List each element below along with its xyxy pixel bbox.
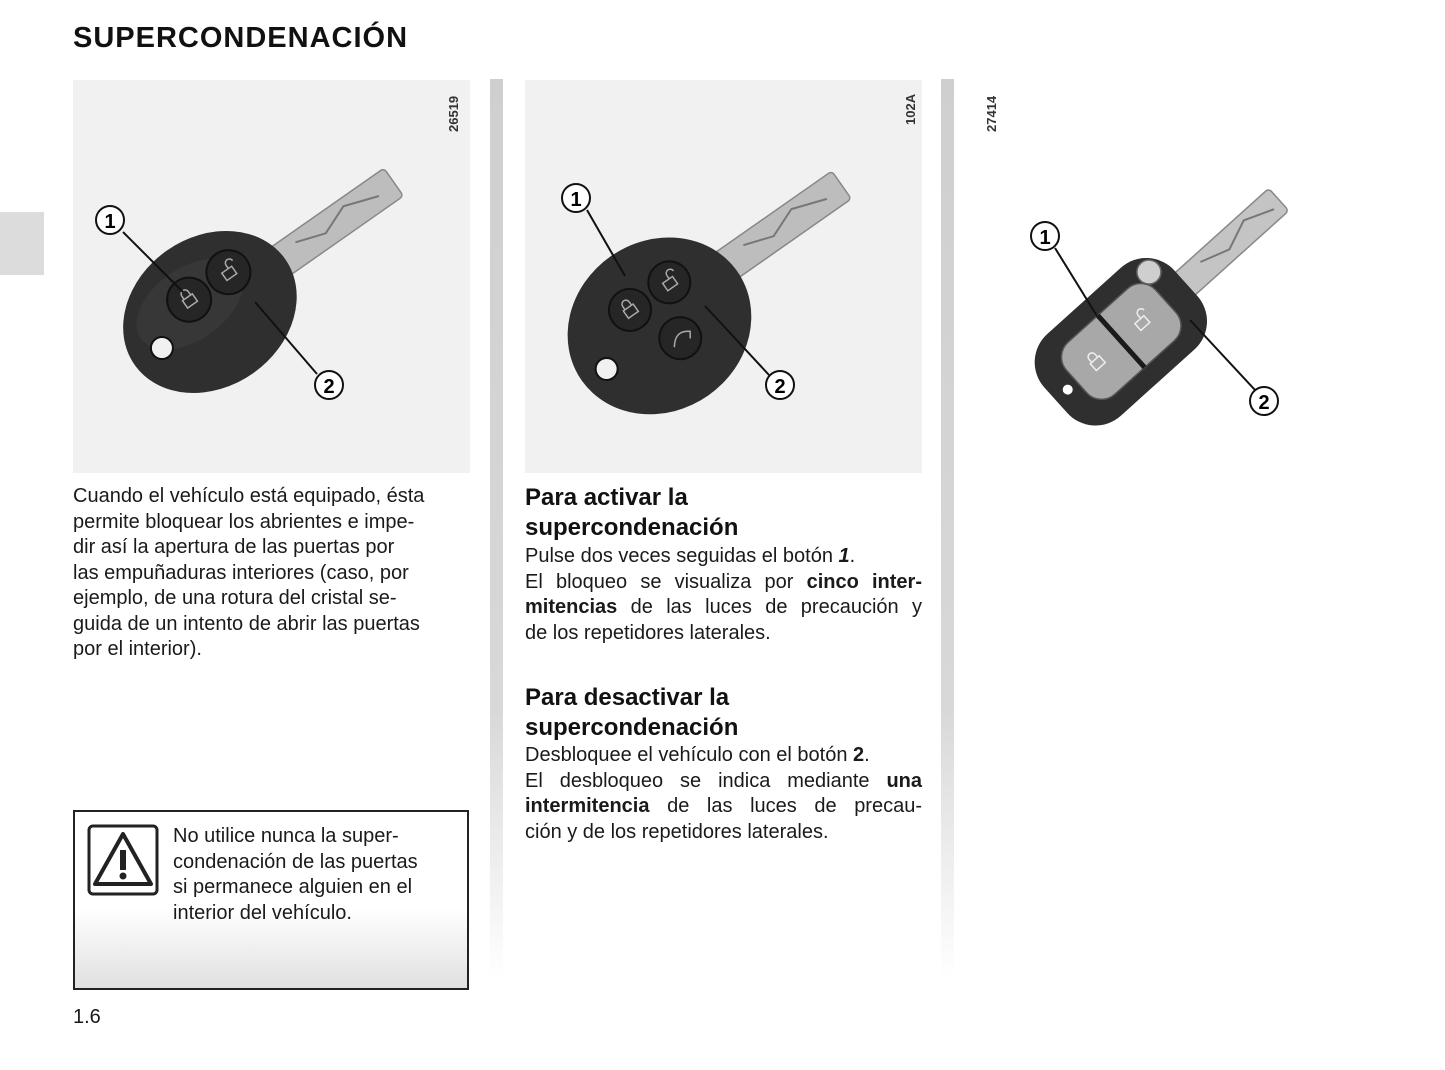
emphasis: una (886, 769, 922, 792)
text: de las luces de precaución y (617, 596, 922, 618)
activate-text (525, 544, 922, 646)
page-title: SUPERCONDENACIÓN (73, 22, 409, 54)
intro-line: permite bloquear los abrientes e impe- (73, 510, 415, 533)
text: de las luces de precau- (649, 795, 922, 817)
warning-text (173, 824, 455, 926)
intro-line: las empuñaduras interiores (caso, por (73, 561, 409, 584)
intro-line: Cuando el vehículo está equipado, ésta (73, 485, 425, 507)
callout-2: 2 (323, 376, 335, 398)
intro-line: dir así la apertura de las puertas por (73, 536, 395, 558)
activate-heading-line: Para activar la (525, 484, 688, 511)
figure-flip-key (975, 80, 1395, 473)
text: . (849, 545, 856, 567)
button-ref-2: 2 (853, 744, 865, 766)
warning-line: si permanece alguien en el (173, 876, 413, 898)
deactivate-text (525, 743, 922, 845)
column-divider-right (941, 79, 954, 979)
text: El bloqueo se visualiza por (525, 570, 807, 593)
text: de los repetidores laterales. (525, 621, 771, 644)
key-illustration (73, 80, 470, 473)
callout-2: 2 (1258, 392, 1270, 414)
callout-2: 2 (774, 376, 786, 398)
warning-box (73, 810, 469, 990)
warning-triangle-icon (87, 824, 159, 896)
warning-line: interior del vehículo. (173, 901, 352, 924)
figure-code: 102A (903, 93, 918, 125)
text: El desbloqueo se indica mediante (525, 769, 887, 792)
deactivate-heading (525, 683, 738, 743)
callout-1: 1 (570, 189, 582, 211)
key-illustration (525, 80, 922, 473)
figure-code: 27414 (984, 95, 999, 132)
intro-paragraph (73, 484, 470, 663)
page-number: 1.6 (73, 1006, 101, 1028)
text: Desbloquee el vehículo con el botón (525, 744, 854, 766)
figure-key-three-buttons (525, 80, 922, 473)
intro-line: por el interior). (73, 638, 202, 660)
emphasis: mitencias (525, 596, 618, 618)
text: ción y de los repetidores laterales. (525, 820, 829, 843)
deactivate-heading-line: Para desactivar la (525, 684, 730, 711)
deactivate-heading-line: supercondenación (525, 714, 739, 741)
intro-line: ejemplo, de una rotura del cristal se- (73, 587, 397, 609)
button-ref-1: 1 (838, 545, 850, 567)
callout-1: 1 (104, 211, 116, 233)
key-illustration (975, 80, 1395, 473)
chapter-tab (0, 212, 44, 275)
warning-line: No utilice nunca la super- (173, 825, 399, 847)
emphasis: intermitencia (525, 795, 650, 817)
warning-line: condenación de las puertas (173, 850, 418, 873)
emphasis: cinco inter- (806, 570, 922, 593)
activate-heading-line: supercondenación (525, 514, 739, 541)
activate-heading (525, 483, 738, 543)
intro-line: guida de un intento de abrir las puertas (73, 612, 420, 635)
figure-key-two-buttons (73, 80, 470, 473)
column-divider-left (490, 79, 503, 979)
text: Pulse dos veces seguidas el botón (525, 545, 839, 567)
text: . (864, 744, 870, 766)
callout-1: 1 (1039, 227, 1051, 249)
figure-code: 26519 (446, 95, 461, 132)
